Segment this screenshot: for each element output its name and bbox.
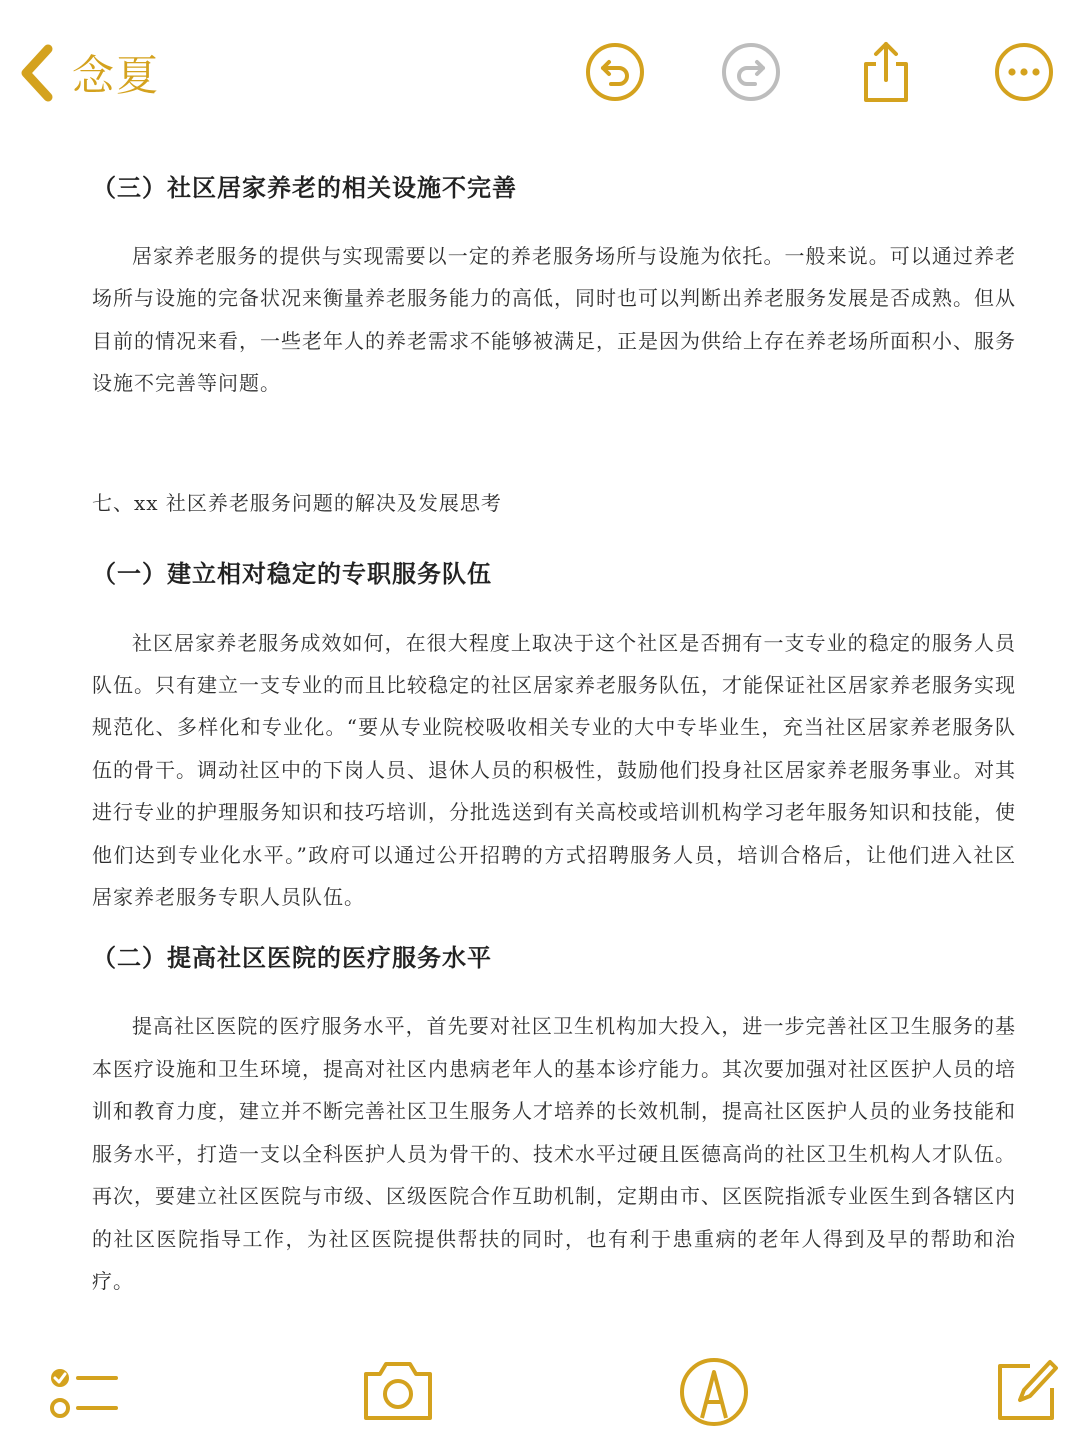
back-label: 念夏 — [72, 51, 161, 100]
compose-icon — [990, 1352, 1066, 1428]
share-button[interactable] — [854, 40, 918, 104]
section-heading: （一）建立相对稳定的专职服务队伍 — [92, 559, 492, 588]
section-heading: （二）提高社区医院的医疗服务水平 — [92, 944, 492, 973]
markup-icon — [676, 1352, 752, 1428]
camera-icon — [360, 1352, 436, 1428]
undo-button[interactable] — [583, 40, 647, 104]
note-content[interactable] — [92, 160, 1016, 1302]
chapter-heading: 七、xx 社区养老服务问题的解决及发展思考 — [92, 490, 502, 515]
paragraph: 提高社区医院的医疗服务水平，首先要对社区卫生机构加大投入，进一步完善社区卫生服务的基本医疗设施和卫生环境，提高对社区内患病老年人的基本诊疗能力。其次要加强对社区医护人员的培训和教育力度，建立并不断完善社区卫生服务人才培养的长效机制，提高社区医护人员的业务技能和服务水平，打造一支以全科医护人员为骨干的、技术水平过硬且医德高尚的社区卫生机构人才队伍。再次，要建立社区医院与市级、区级医院合作互助机制，定期由市、区医院指派专业医生到各辖区内的社区医院指导工作，为社区医院提供帮扶的同时，也有利于患重病的老年人得到及早的帮助和治疗。 — [92, 1014, 1016, 1293]
checklist-icon — [44, 1352, 120, 1428]
more-icon — [992, 40, 1056, 104]
bottom-toolbar — [0, 1340, 1080, 1440]
paragraph: 居家养老服务的提供与实现需要以一定的养老服务场所与设施为依托。一般来说。可以通过养老场所与设施的完备状况来衡量养老服务能力的高低，同时也可以判断出养老服务发展是否成熟。但从目前的情况来看，一些老年人的养老需求不能够被满足，正是因为供给上存在养老场所面积小、服务设施不完善等问题。 — [92, 244, 1016, 396]
camera-button[interactable] — [360, 1352, 436, 1428]
chevron-left-icon — [16, 41, 56, 105]
checklist-button[interactable] — [44, 1352, 120, 1428]
section-heading: （三）社区居家养老的相关设施不完善 — [92, 174, 517, 202]
undo-icon — [583, 40, 647, 104]
redo-icon — [719, 40, 783, 104]
compose-button[interactable] — [990, 1352, 1066, 1428]
share-icon — [854, 40, 918, 104]
more-button[interactable] — [992, 40, 1056, 104]
top-toolbar — [0, 0, 1080, 150]
paragraph: 社区居家养老服务成效如何，在很大程度上取决于这个社区是否拥有一支专业的稳定的服务人员队伍。只有建立一支专业的而且比较稳定的社区居家养老服务队伍，才能保证社区居家养老服务实现规范化、多样化和专业化。“要从专业院校吸收相关专业的大中专毕业生，充当社区居家养老服务队伍的骨干。调动社区中的下岗人员、退休人员的积极性，鼓励他们投身社区居家养老服务事业。对其进行专业的护理服务知识和技巧培训，分批选送到有关高校或培训机构学习老年服务知识和技能，使他们达到专业化水平。”政府可以通过公开招聘的方式招聘服务人员，培训合格后，让他们进入社区居家养老服务专职人员队伍。 — [92, 630, 1016, 910]
back-button[interactable] — [16, 38, 160, 108]
markup-button[interactable] — [676, 1352, 752, 1428]
redo-button[interactable] — [719, 40, 783, 104]
